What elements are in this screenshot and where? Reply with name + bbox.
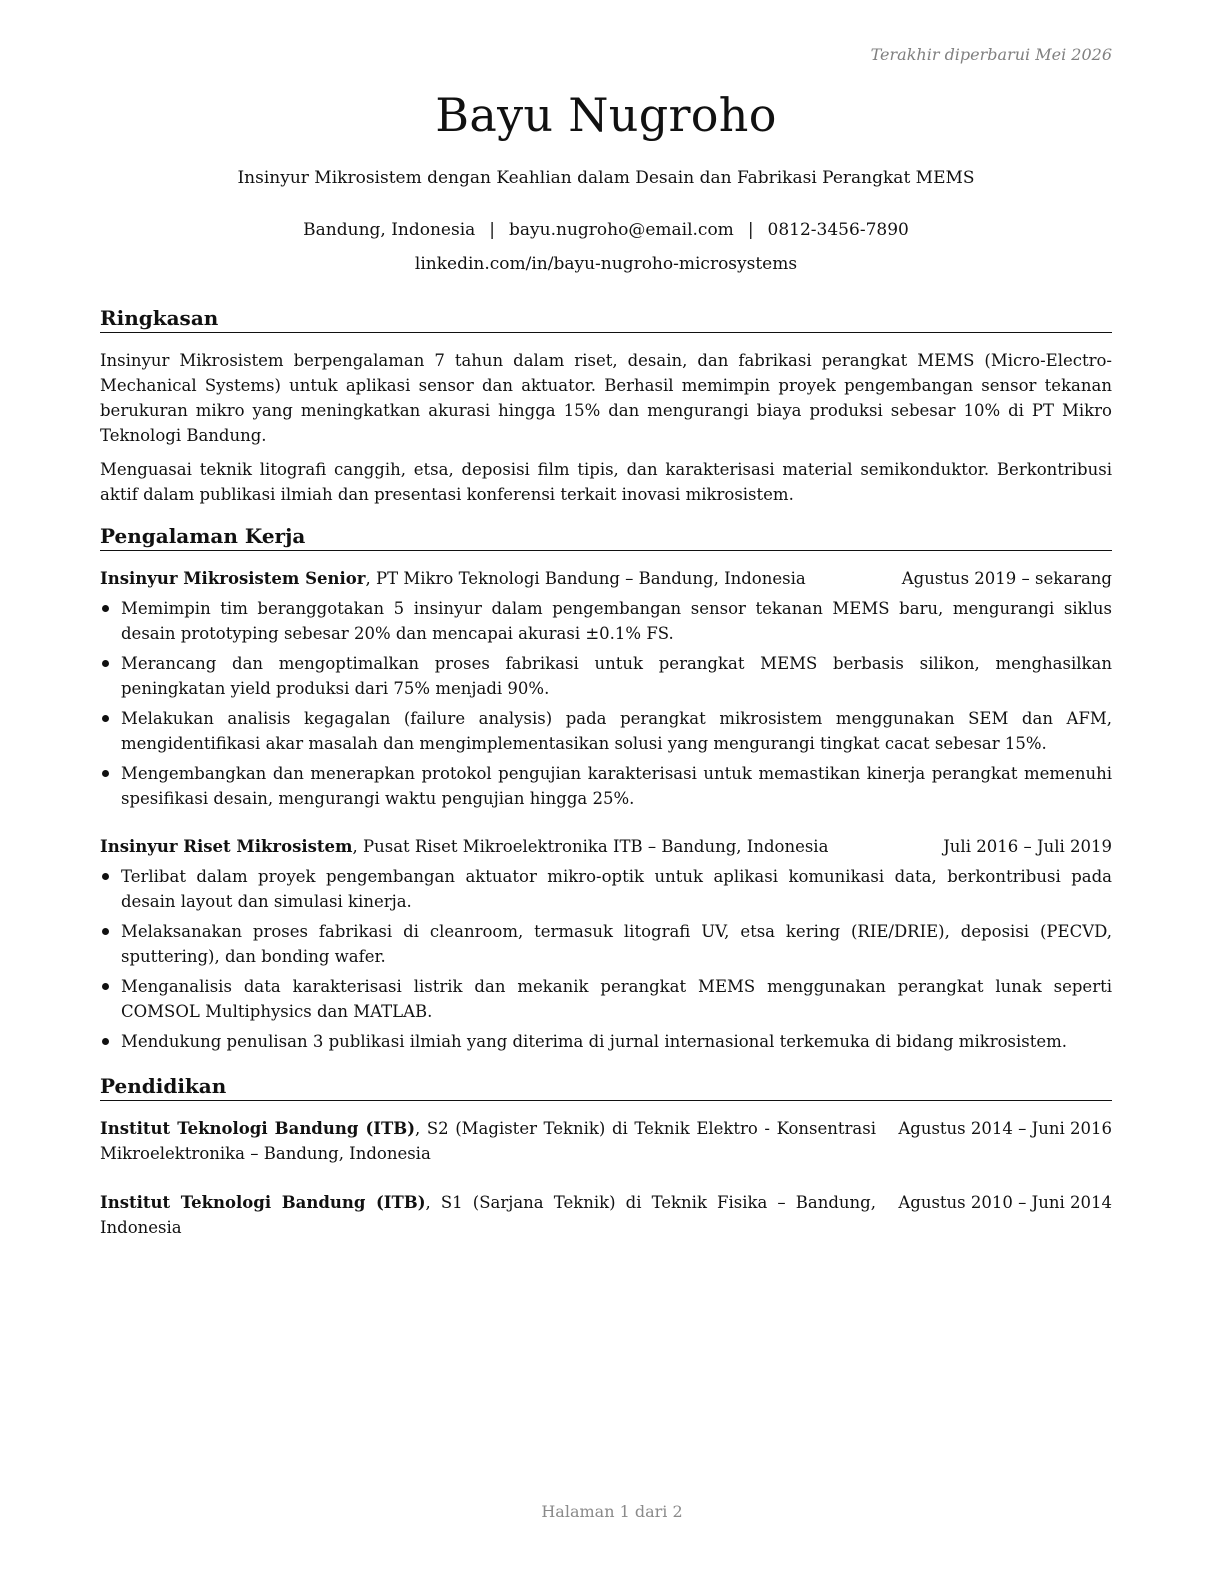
email-link[interactable]: bayu.nugroho@email.com (509, 220, 734, 240)
bullet-icon (102, 983, 109, 990)
bullet-text: Terlibat dalam proyek pengembangan aktuator mikro-optik untuk aplikasi komunikasi data, berkontribusi pada desain layout dan simulasi kinerja. (121, 867, 1112, 911)
bullet-icon (102, 1038, 109, 1045)
bullet-icon (102, 715, 109, 722)
bullet-icon (102, 660, 109, 667)
last-updated: Terakhir diperbarui Mei 2026 (870, 45, 1112, 64)
page-number: Halaman 1 dari 2 (541, 1502, 683, 1521)
list-item (100, 864, 1112, 914)
bullet-text: Mendukung penulisan 3 publikasi ilmiah yang diterima di jurnal internasional terkemuka di bidang mikrosistem. (121, 1032, 1068, 1051)
separator: | (747, 220, 754, 240)
job-org: , Pusat Riset Mikroelektronika ITB – Bandung, Indonesia (352, 837, 829, 856)
bullet-icon (102, 873, 109, 880)
summary-paragraph: Insinyur Mikrosistem berpengalaman 7 tahun dalam riset, desain, dan fabrikasi perangkat MEMS (Micro-Electro-Mechanical Systems) untuk aplikasi sensor dan aktuator. Berhasil memimpin proyek pengembangan sensor tekanan berukuran mikro yang meningkatkan akurasi hingga 15% dan mengurangi biaya produksi sebesar 10% di PT Mikro Teknologi Bandung. (100, 351, 1112, 445)
list-item (100, 651, 1112, 701)
candidate-name: Bayu Nugroho (435, 88, 777, 142)
degree-detail: , S2 (Magister Teknik) di Teknik Elektro - Konsentrasi Mikroelektronika – Bandung, Indonesia (100, 1119, 876, 1163)
job-org: , PT Mikro Teknologi Bandung – Bandung, Indonesia (365, 569, 806, 588)
job-bullets (100, 864, 1112, 1059)
bullet-text: Melaksanakan proses fabrikasi di cleanroom, termasuk litografi UV, etsa kering (RIE/DRIE), deposisi (PECVD, sputtering), dan bonding wafer. (121, 922, 1112, 966)
job-role: Insinyur Mikrosistem Senior (100, 569, 366, 588)
list-item (100, 761, 1112, 811)
phone: 0812-3456-7890 (767, 220, 909, 240)
job-dates: Juli 2016 – Juli 2019 (943, 837, 1112, 856)
job-header (100, 834, 1112, 859)
education-text (100, 1190, 876, 1240)
job-bullets (100, 596, 1112, 816)
list-item (100, 1029, 1112, 1054)
bullet-icon (102, 605, 109, 612)
education-dates: Agustus 2014 – Juni 2016 (898, 1119, 1112, 1138)
section-title-summary: Ringkasan (100, 306, 1112, 333)
contact-line (100, 220, 1112, 240)
education-entry (100, 1116, 1112, 1166)
linkedin-link[interactable]: linkedin.com/in/bayu-nugroho-microsystems (414, 254, 798, 274)
list-item (100, 919, 1112, 969)
school-name: Institut Teknologi Bandung (ITB) (100, 1119, 416, 1138)
bullet-text: Mengembangkan dan menerapkan protokol pengujian karakterisasi untuk memastikan kinerja perangkat memenuhi spesifikasi desain, mengurangi waktu pengujian hingga 25%. (121, 764, 1112, 808)
list-item (100, 974, 1112, 1024)
education-entry (100, 1190, 1112, 1240)
bullet-text: Merancang dan mengoptimalkan proses fabrikasi untuk perangkat MEMS berbasis silikon, menghasilkan peningkatan yield produksi dari 75% menjadi 90%. (121, 654, 1112, 698)
education-text (100, 1116, 876, 1166)
bullet-text: Menganalisis data karakterisasi listrik dan mekanik perangkat MEMS menggunakan perangkat lunak seperti COMSOL Multiphysics dan MATLAB. (121, 977, 1112, 1021)
tagline: Insinyur Mikrosistem dengan Keahlian dalam Desain dan Fabrikasi Perangkat MEMS (237, 168, 975, 188)
bullet-icon (102, 928, 109, 935)
job-role: Insinyur Riset Mikrosistem (100, 837, 353, 856)
bullet-text: Melakukan analisis kegagalan (failure analysis) pada perangkat mikrosistem menggunakan SEM dan AFM, mengidentifikasi akar masalah dan mengimplementasikan solusi yang mengurangi tingkat cacat sebesar 15%. (121, 709, 1112, 753)
section-title-education: Pendidikan (100, 1074, 1112, 1101)
summary-paragraph: Menguasai teknik litografi canggih, etsa, deposisi film tipis, dan karakterisasi material semikonduktor. Berkontribusi aktif dalam publikasi ilmiah dan presentasi konferensi terkait inovasi mikrosistem. (100, 460, 1112, 504)
separator: | (489, 220, 496, 240)
list-item (100, 706, 1112, 756)
job-header (100, 566, 1112, 591)
bullet-icon (102, 770, 109, 777)
school-name: Institut Teknologi Bandung (ITB) (100, 1193, 426, 1212)
list-item (100, 596, 1112, 646)
job-dates: Agustus 2019 – sekarang (901, 569, 1112, 588)
location: Bandung, Indonesia (303, 220, 476, 240)
degree-detail: , S1 (Sarjana Teknik) di Teknik Fisika – Bandung, Indonesia (100, 1193, 876, 1237)
education-dates: Agustus 2010 – Juni 2014 (898, 1193, 1112, 1212)
section-title-experience: Pengalaman Kerja (100, 524, 1112, 551)
bullet-text: Memimpin tim beranggotakan 5 insinyur dalam pengembangan sensor tekanan MEMS baru, mengurangi siklus desain prototyping sebesar 20% dan mencapai akurasi ±0.1% FS. (121, 599, 1112, 643)
